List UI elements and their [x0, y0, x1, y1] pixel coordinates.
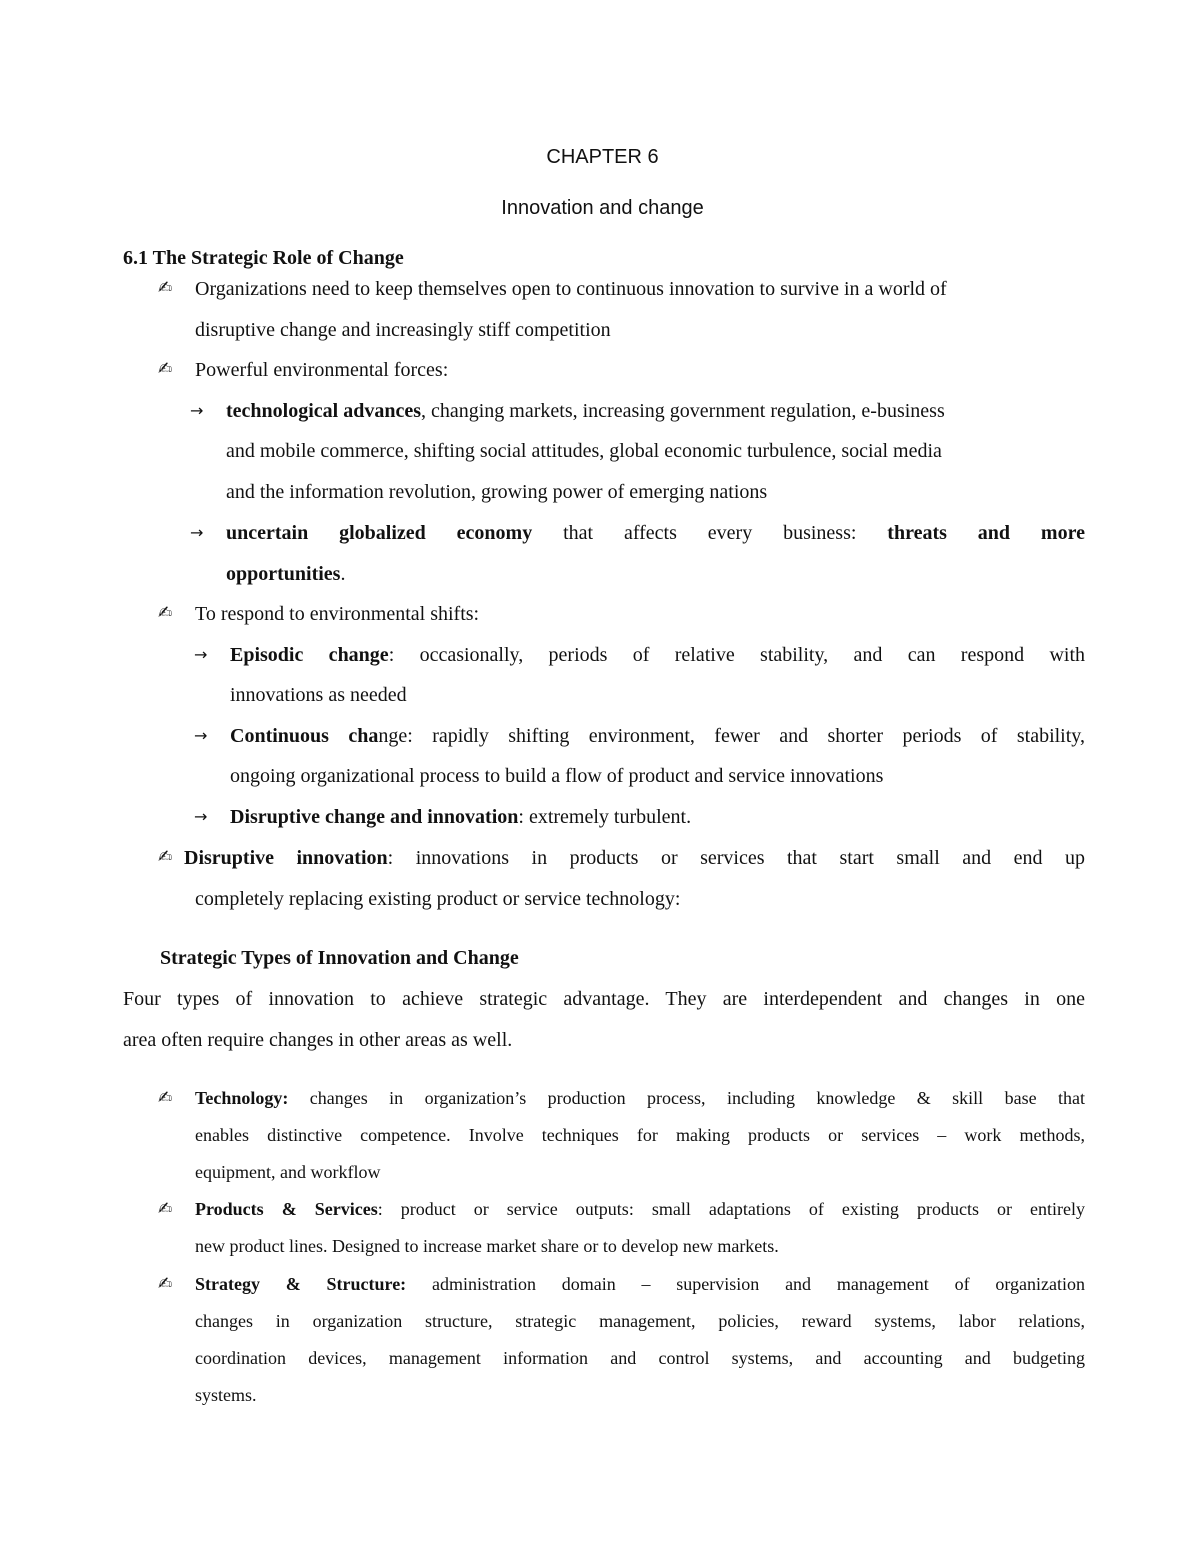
- pen-bullet-icon: ✍: [158, 1088, 173, 1108]
- bullet-text-cont: completely replacing existing product or service technology:: [195, 888, 681, 910]
- sub-bullet-rest: that affects every business:: [532, 522, 888, 544]
- pen-bullet-icon: ✍: [158, 278, 173, 298]
- arrow-bullet-icon: →: [194, 726, 208, 745]
- bold-term: Continuous cha: [230, 725, 379, 747]
- sub-bullet-rest: nge: rapidly shifting environment, fewer and shorter periods of stability,: [378, 725, 1085, 747]
- sub-bullet-cont: [226, 562, 345, 586]
- sub-bullet-text: [230, 724, 1085, 748]
- bullet-text: Organizations need to keep themselves open to continuous innovation to survive in a world of: [195, 278, 947, 300]
- pen-bullet-icon: ✍: [158, 359, 173, 379]
- bold-term: technological advances: [226, 400, 421, 422]
- sub-bullet-text: [226, 521, 1085, 545]
- type-rest: administration domain – supervision and management of organization: [406, 1274, 1085, 1294]
- subheading: Strategic Types of Innovation and Change: [160, 947, 519, 969]
- bullet-rest: : innovations in products or services that start small and end up: [387, 847, 1085, 869]
- chapter-title: Innovation and change: [501, 197, 704, 219]
- pen-bullet-icon: ✍: [158, 847, 173, 867]
- arrow-bullet-icon: →: [194, 645, 208, 664]
- bullet-text-cont: disruptive change and increasingly stiff competition: [195, 319, 611, 341]
- paragraph-line: area often require changes in other areas as well.: [123, 1029, 513, 1051]
- bold-term: Products & Services: [195, 1199, 378, 1219]
- sub-bullet-cont: innovations as needed: [230, 684, 407, 706]
- type-rest: changes in organization’s production process, including knowledge & skill base that: [288, 1088, 1085, 1108]
- bullet-text: Powerful environmental forces:: [195, 359, 449, 381]
- bold-term: threats and more: [887, 522, 1085, 544]
- punctuation: .: [340, 563, 346, 585]
- arrow-bullet-icon: →: [194, 807, 208, 826]
- sub-bullet-rest: , changing markets, increasing government regulation, e-business: [421, 400, 945, 422]
- arrow-bullet-icon: →: [190, 523, 204, 542]
- bold-term: Episodic change: [230, 644, 389, 666]
- type-text-cont: coordination devices, management information and control systems, and accounting and budgeting: [195, 1348, 1085, 1368]
- sub-bullet-cont: and the information revolution, growing power of emerging nations: [226, 481, 768, 503]
- type-text-cont: enables distinctive competence. Involve techniques for making products or services – work methods,: [195, 1125, 1085, 1145]
- type-text-cont: new product lines. Designed to increase market share or to develop new markets.: [195, 1236, 779, 1256]
- type-text-cont: changes in organization structure, strategic management, policies, reward systems, labor relations,: [195, 1311, 1085, 1331]
- bold-term: uncertain globalized economy: [226, 522, 533, 544]
- bold-term: Disruptive change and innovation: [230, 806, 519, 828]
- pen-bullet-icon: ✍: [158, 603, 173, 623]
- sub-bullet-text: [230, 643, 1085, 667]
- sub-bullet-rest: : occasionally, periods of relative stability, and can respond with: [388, 644, 1085, 666]
- bold-term: Disruptive innovation: [184, 847, 388, 869]
- pen-bullet-icon: ✍: [158, 1274, 173, 1294]
- type-text: [195, 1198, 1085, 1220]
- type-text: [195, 1087, 1085, 1109]
- pen-bullet-icon: ✍: [158, 1199, 173, 1219]
- paragraph-line: Four types of innovation to achieve strategic advantage. They are interdependent and changes in one: [123, 988, 1085, 1010]
- type-text: [195, 1273, 1085, 1295]
- type-text-cont: systems.: [195, 1385, 257, 1405]
- bold-term: opportunities: [226, 563, 341, 585]
- sub-bullet-text: [230, 805, 691, 829]
- sub-bullet-cont: and mobile commerce, shifting social attitudes, global economic turbulence, social media: [226, 440, 942, 462]
- sub-bullet-cont: ongoing organizational process to build a flow of product and service innovations: [230, 765, 884, 787]
- bullet-text: [184, 846, 1085, 870]
- bold-term: Strategy & Structure:: [195, 1274, 407, 1294]
- sub-bullet-rest: : extremely turbulent.: [518, 806, 692, 828]
- bullet-text: To respond to environmental shifts:: [195, 603, 480, 625]
- bold-term: Technology:: [195, 1088, 289, 1108]
- sub-bullet-text: [226, 399, 945, 423]
- arrow-bullet-icon: →: [190, 401, 204, 420]
- chapter-label: CHAPTER 6: [546, 146, 659, 168]
- type-text-cont: equipment, and workflow: [195, 1162, 381, 1182]
- section-heading: 6.1 The Strategic Role of Change: [123, 247, 404, 269]
- type-rest: : product or service outputs: small adaptations of existing products or entirely: [377, 1199, 1085, 1219]
